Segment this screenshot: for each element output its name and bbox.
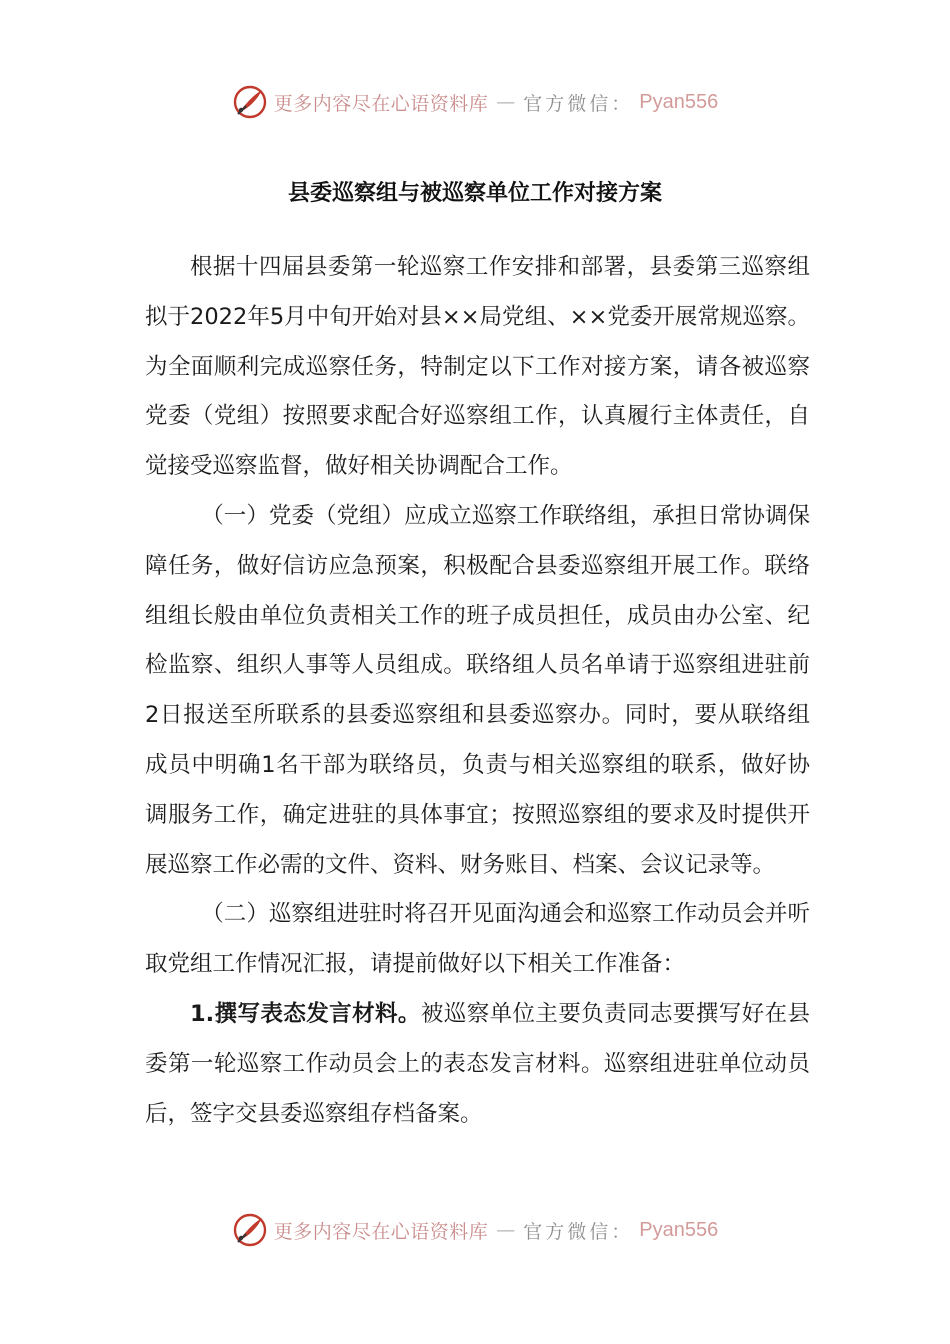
item-1-text: 被巡察单位主要负责同志要撰写好在县委第一轮巡察工作动员会上的表态发言材料。巡察组进驻单位动员后，签字交县委巡察组存档备案。 bbox=[145, 1000, 810, 1127]
watermark-wechat-id: Pyan556 bbox=[639, 1218, 719, 1241]
watermark-banner-top bbox=[0, 84, 950, 120]
section-1-paragraph: （一）党委（党组）应成立巡察工作联络组，承担日常协调保障任务，做好信访应急预案，积极配合县委巡察组开展工作。联络组组长般由单位负责相关工作的班子成员担任，成员由办公室、纪检监察、组织人事等人员组成。联络组人员名单请于巡察组进驻前2日报送至所联系的县委巡察组和县委巡察办。同时，要从联络组成员中明确1名干部为联络员，负责与相关巡察组的联系，做好协调服务工作，确定进驻的具体事宜；按照巡察组的要求及时提供开展巡察工作必需的文件、资料、财务账目、档案、会议记录等。 bbox=[145, 502, 810, 878]
section-2-paragraph: （二）巡察组进驻时将召开见面沟通会和巡察工作动员会并听取党组工作情况汇报，请提前做好以下相关工作准备： bbox=[145, 901, 810, 978]
watermark-wechat-id: Pyan556 bbox=[639, 90, 719, 113]
item-1-paragraph bbox=[145, 990, 810, 1139]
watermark-wechat-label: 官方微信： bbox=[523, 92, 634, 115]
document-title: 县委巡察组与被巡察单位工作对接方案 bbox=[287, 181, 662, 206]
watermark-banner-bottom bbox=[0, 1212, 950, 1248]
watermark-separator: — bbox=[496, 91, 516, 113]
intro-paragraph: 根据十四届县委第一轮巡察工作安排和部署，县委第三巡察组拟于2022年5月中旬开始对县××局党组、××党委开展常规巡察。为全面顺利完成巡察任务，特制定以下工作对接方案，请各被巡察党委（党组）按照要求配合好巡察组工作，认真履行主体责任，自觉接受巡察监督，做好相关协调配合工作。 bbox=[145, 254, 810, 480]
watermark-slogan: 更多内容尽在心语资料库 bbox=[273, 92, 489, 115]
item-1-heading: 1.撰写表态发言材料。 bbox=[190, 1000, 421, 1027]
quill-logo-icon bbox=[232, 84, 268, 120]
watermark-separator: — bbox=[496, 1219, 516, 1241]
quill-logo-icon bbox=[232, 1212, 268, 1248]
watermark-slogan: 更多内容尽在心语资料库 bbox=[273, 1220, 489, 1243]
watermark-wechat-label: 官方微信： bbox=[523, 1220, 634, 1243]
document-body bbox=[145, 243, 810, 1139]
